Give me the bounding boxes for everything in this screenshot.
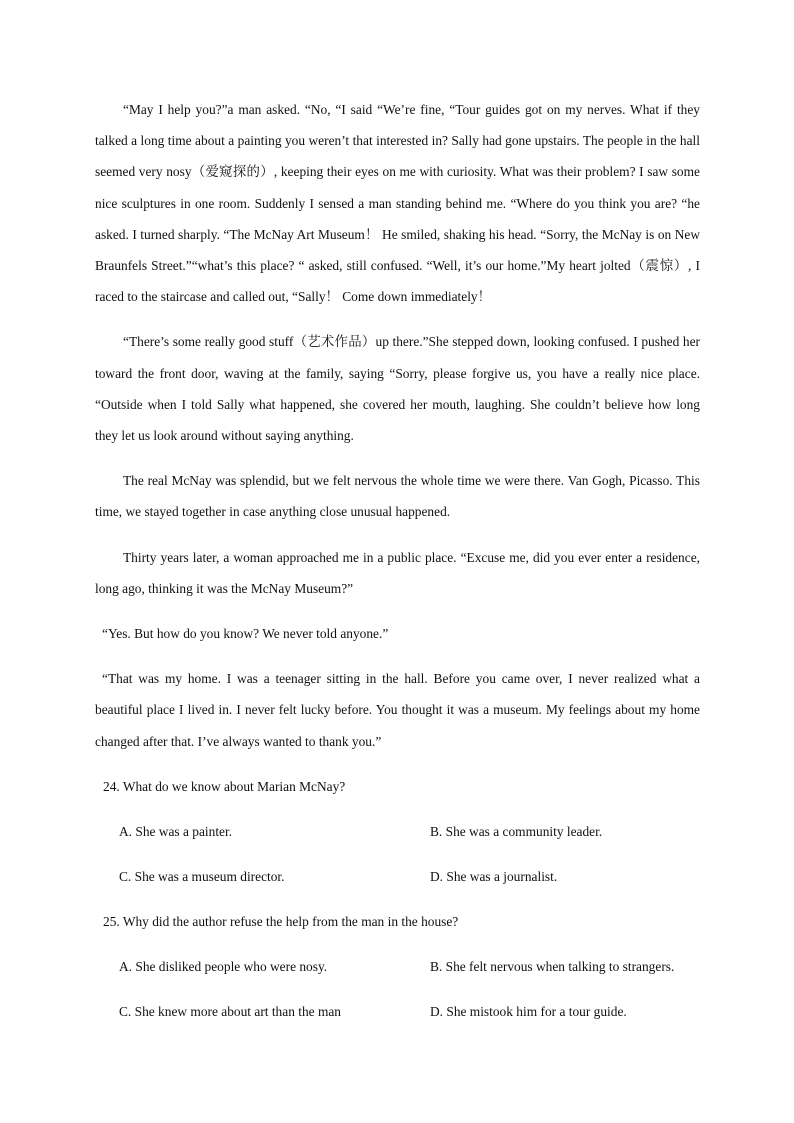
paragraph-4: Thirty years later, a woman approached me in a public place. “Excuse me, did you ever enter a residence, long ago, thinking it was the McNay Museum?” xyxy=(95,549,700,596)
paragraph-5: “Yes. But how do you know? We never told anyone.” xyxy=(102,626,389,642)
option-a: A. She disliked people who were nosy. xyxy=(119,958,328,974)
paragraph-6: “That was my home. I was a teenager sitting in the hall. Before you came over, I never realized what a beautiful place I lived in. I never felt lucky before. You thought it was a museum. My feelings about my home changed after that. I’ve always wanted to thank you.” xyxy=(95,671,700,749)
paragraph-2: “There’s some really good stuff（艺术作品）up there.”She stepped down, looking confused. I pushed her toward the front door, waving at the family, saying “Sorry, please forgive us, you have a really nice place. “Outside when I told Sally what happened, she covered her mouth, laughing. She couldn’t believe how long they let us look around without saying anything. xyxy=(95,334,700,444)
paragraph-3: The real McNay was splendid, but we felt nervous the whole time we were there. Van Gogh, Picasso. This time, we stayed together in case anything close unusual happened. xyxy=(95,473,700,520)
option-c: C. She was a museum director. xyxy=(119,868,285,884)
question-stem: 25. Why did the author refuse the help from the man in the house? xyxy=(103,913,459,929)
reading-passage xyxy=(95,94,700,1041)
question-25 xyxy=(95,906,700,1027)
question-24 xyxy=(95,771,700,892)
option-a: A. She was a painter. xyxy=(119,823,233,839)
option-c: C. She knew more about art than the man xyxy=(119,1003,342,1019)
option-d: D. She was a journalist. xyxy=(430,868,558,884)
option-b: B. She felt nervous when talking to strangers. xyxy=(430,958,675,974)
option-d: D. She mistook him for a tour guide. xyxy=(430,1003,627,1019)
option-b: B. She was a community leader. xyxy=(430,823,603,839)
question-stem: 24. What do we know about Marian McNay? xyxy=(103,778,346,794)
paragraph-1: “May I help you?”a man asked. “No, “I said “We’re fine, “Tour guides got on my nerves. What if they talked a long time about a painting you weren’t that interested in? Sally had gone upstairs. The people in the hall seemed very nosy（爱窥探的）, keeping their eyes on me with curiosity. What was their problem? I saw some nice sculptures in one room. Suddenly I sensed a man standing behind me. “Where do you think you are? “he asked. I turned sharply. “The McNay Art Museum！ He smiled, shaking his head. “Sorry, the McNay is on New Braunfels Street.”“what’s this place? “ asked, still confused. “Well, it’s our home.”My heart jolted（震惊）, I raced to the staircase and called out, “Sally！ Come down immediately！ xyxy=(95,102,700,305)
